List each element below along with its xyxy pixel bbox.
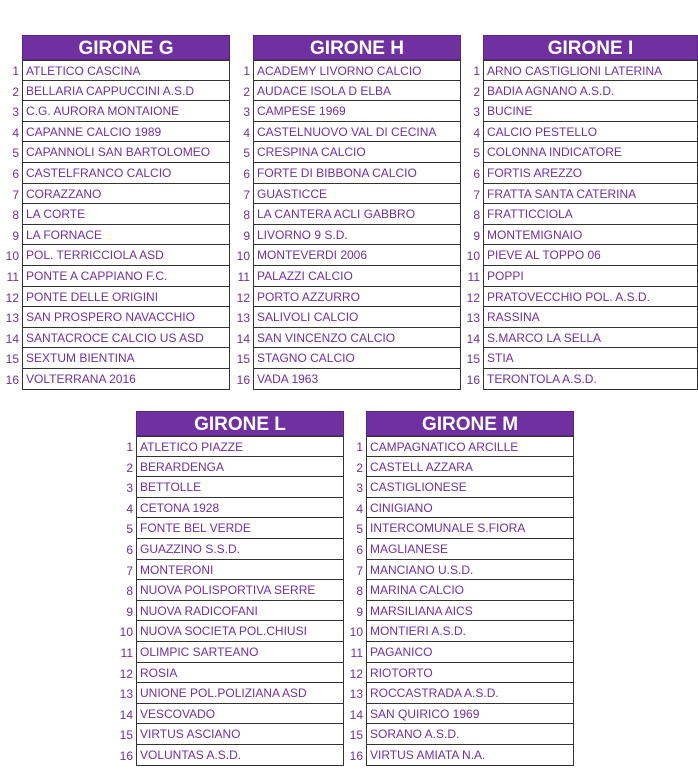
team-row <box>0 184 230 205</box>
team-row <box>0 266 230 287</box>
team-number: 1 <box>473 64 480 78</box>
group-title: GIRONE H <box>253 35 461 60</box>
team-name: STIA <box>483 348 698 369</box>
team-row <box>461 184 698 205</box>
team-name: CINIGIANO <box>366 498 574 519</box>
team-number: 15 <box>466 352 480 367</box>
team-row <box>461 60 698 81</box>
team-row <box>114 642 344 663</box>
team-row <box>344 498 574 519</box>
team-name: STAGNO CALCIO <box>253 348 461 369</box>
team-name: PAGANICO <box>366 642 574 663</box>
team-number: 4 <box>126 501 133 516</box>
team-name: FRATTICCIOLA <box>483 204 698 225</box>
team-number: 3 <box>243 105 250 120</box>
team-name: PIEVE AL TOPPO 06 <box>483 245 698 266</box>
team-name: PONTE DELLE ORIGINI <box>22 287 230 308</box>
team-row <box>0 101 230 122</box>
team-number: 14 <box>5 331 19 346</box>
team-number: 2 <box>12 84 19 99</box>
team-name: SAN VINCENZO CALCIO <box>253 328 461 349</box>
team-row <box>344 621 574 642</box>
team-number: 16 <box>466 372 480 387</box>
team-row <box>0 328 230 349</box>
team-row <box>344 663 574 684</box>
team-row <box>231 328 461 349</box>
team-name: MONTERONI <box>136 560 344 581</box>
team-name: NUOVA POLISPORTIVA SERRE <box>136 580 344 601</box>
team-number: 3 <box>12 105 19 120</box>
team-row <box>114 724 344 745</box>
team-row <box>0 204 230 225</box>
team-number: 12 <box>5 290 19 305</box>
team-name: MANCIANO U.S.D. <box>366 560 574 581</box>
team-row <box>231 60 461 81</box>
team-number: 7 <box>243 187 250 202</box>
team-name: VESCOVADO <box>136 704 344 725</box>
team-name: PALAZZI CALCIO <box>253 266 461 287</box>
team-name: CAMPESE 1969 <box>253 101 461 122</box>
team-number: 2 <box>473 84 480 99</box>
team-number: 6 <box>12 166 19 181</box>
team-row <box>114 457 344 478</box>
team-number: 7 <box>126 563 133 578</box>
team-row <box>231 101 461 122</box>
team-row <box>0 287 230 308</box>
team-name: PRATOVECCHIO POL. A.S.D. <box>483 287 698 308</box>
team-row <box>0 369 230 390</box>
team-list <box>114 436 344 766</box>
team-name: UNIONE POL.POLIZIANA ASD <box>136 683 344 704</box>
team-name: SAN QUIRICO 1969 <box>366 704 574 725</box>
team-number: 6 <box>243 166 250 181</box>
team-row <box>114 560 344 581</box>
team-name: VADA 1963 <box>253 369 461 390</box>
team-number: 9 <box>473 228 480 243</box>
team-number: 14 <box>236 331 250 346</box>
team-number: 12 <box>466 290 480 305</box>
team-row <box>114 621 344 642</box>
team-row <box>231 142 461 163</box>
team-number: 16 <box>5 372 19 387</box>
team-number: 1 <box>356 440 363 454</box>
team-name: MONTEVERDI 2006 <box>253 245 461 266</box>
team-name: ROCCASTRADA A.S.D. <box>366 683 574 704</box>
team-name: TERONTOLA A.S.D. <box>483 369 698 390</box>
team-row <box>344 704 574 725</box>
team-name: MARSILIANA AICS <box>366 601 574 622</box>
team-number: 8 <box>12 208 19 223</box>
group-title: GIRONE G <box>22 35 230 60</box>
team-name: CETONA 1928 <box>136 498 344 519</box>
team-row <box>344 560 574 581</box>
team-name: NUOVA SOCIETA POL.CHIUSI <box>136 621 344 642</box>
team-row <box>461 287 698 308</box>
team-name: SEXTUM BIENTINA <box>22 348 230 369</box>
team-list <box>344 436 574 766</box>
group-girone-m <box>344 411 574 766</box>
team-row <box>231 348 461 369</box>
team-row <box>344 518 574 539</box>
team-name: BERARDENGA <box>136 457 344 478</box>
team-name: CAPANNE CALCIO 1989 <box>22 122 230 143</box>
team-row <box>0 307 230 328</box>
team-number: 5 <box>126 522 133 537</box>
team-row <box>461 81 698 102</box>
team-name: LIVORNO 9 S.D. <box>253 225 461 246</box>
team-name: CASTELNUOVO VAL DI CECINA <box>253 122 461 143</box>
team-number: 14 <box>119 707 133 722</box>
team-row <box>231 245 461 266</box>
team-row <box>0 225 230 246</box>
team-row <box>231 163 461 184</box>
team-row <box>0 60 230 81</box>
team-number: 5 <box>473 146 480 161</box>
team-number: 11 <box>237 269 250 284</box>
group-girone-l <box>114 411 344 766</box>
team-name: BADIA AGNANO A.S.D. <box>483 81 698 102</box>
team-number: 7 <box>12 187 19 202</box>
team-name: RIOTORTO <box>366 663 574 684</box>
team-row <box>114 683 344 704</box>
team-number: 9 <box>356 604 363 619</box>
team-row <box>0 81 230 102</box>
team-number: 15 <box>349 728 363 743</box>
team-row <box>231 204 461 225</box>
team-name: CASTELL AZZARA <box>366 457 574 478</box>
team-number: 10 <box>466 249 480 264</box>
team-name: LA CORTE <box>22 204 230 225</box>
team-name: SALIVOLI CALCIO <box>253 307 461 328</box>
team-name: ARNO CASTIGLIONI LATERINA <box>483 60 698 81</box>
team-list <box>0 60 230 390</box>
team-name: CORAZZANO <box>22 184 230 205</box>
team-number: 4 <box>473 125 480 140</box>
team-number: 10 <box>119 625 133 640</box>
team-row <box>461 142 698 163</box>
team-name: S.MARCO LA SELLA <box>483 328 698 349</box>
team-row <box>114 745 344 766</box>
team-name: BELLARIA CAPPUCCINI A.S.D <box>22 81 230 102</box>
team-number: 13 <box>119 687 133 702</box>
team-row <box>344 477 574 498</box>
team-number: 2 <box>243 84 250 99</box>
team-name: CASTELFRANCO CALCIO <box>22 163 230 184</box>
team-number: 9 <box>12 228 19 243</box>
team-name: CAPANNOLI SAN BARTOLOMEO <box>22 142 230 163</box>
team-row <box>114 498 344 519</box>
team-list <box>461 60 698 390</box>
team-number: 5 <box>243 146 250 161</box>
team-number: 3 <box>126 481 133 496</box>
team-row <box>461 163 698 184</box>
team-name: CRESPINA CALCIO <box>253 142 461 163</box>
team-name: LA FORNACE <box>22 225 230 246</box>
team-row <box>461 204 698 225</box>
team-name: VOLTERRANA 2016 <box>22 369 230 390</box>
team-name: ATLETICO CASCINA <box>22 60 230 81</box>
team-row <box>344 601 574 622</box>
team-name: INTERCOMUNALE S.FIORA <box>366 518 574 539</box>
team-name: VOLUNTAS A.S.D. <box>136 745 344 766</box>
team-list <box>231 60 461 390</box>
team-number: 8 <box>473 208 480 223</box>
team-row <box>461 307 698 328</box>
team-row <box>0 245 230 266</box>
team-name: FRATTA SANTA CATERINA <box>483 184 698 205</box>
team-number: 1 <box>12 64 19 78</box>
team-row <box>114 580 344 601</box>
team-number: 10 <box>349 625 363 640</box>
team-name: POPPI <box>483 266 698 287</box>
team-name: AUDACE ISOLA D ELBA <box>253 81 461 102</box>
group-title: GIRONE I <box>483 35 698 60</box>
team-row <box>114 436 344 457</box>
team-name: VIRTUS ASCIANO <box>136 724 344 745</box>
team-number: 13 <box>349 687 363 702</box>
team-number: 13 <box>466 311 480 326</box>
team-name: FORTIS AREZZO <box>483 163 698 184</box>
team-name: LA CANTERA ACLI GABBRO <box>253 204 461 225</box>
team-row <box>344 580 574 601</box>
team-number: 12 <box>349 666 363 681</box>
team-number: 15 <box>119 728 133 743</box>
team-row <box>231 184 461 205</box>
team-name: MONTIERI A.S.D. <box>366 621 574 642</box>
team-number: 13 <box>236 311 250 326</box>
team-number: 11 <box>467 269 480 284</box>
team-number: 7 <box>356 563 363 578</box>
team-number: 9 <box>126 604 133 619</box>
team-number: 2 <box>356 460 363 475</box>
team-number: 10 <box>5 249 19 264</box>
team-number: 1 <box>126 440 133 454</box>
team-row <box>231 369 461 390</box>
team-row <box>344 724 574 745</box>
team-number: 16 <box>349 748 363 763</box>
team-name: FONTE BEL VERDE <box>136 518 344 539</box>
team-number: 10 <box>236 249 250 264</box>
team-row <box>344 683 574 704</box>
team-row <box>344 642 574 663</box>
team-row <box>461 328 698 349</box>
team-row <box>231 307 461 328</box>
team-number: 9 <box>243 228 250 243</box>
team-name: SAN PROSPERO NAVACCHIO <box>22 307 230 328</box>
team-row <box>0 163 230 184</box>
team-row <box>0 348 230 369</box>
team-row <box>344 539 574 560</box>
team-row <box>0 122 230 143</box>
team-row <box>231 225 461 246</box>
team-number: 8 <box>243 208 250 223</box>
team-number: 7 <box>473 187 480 202</box>
team-row <box>114 477 344 498</box>
team-number: 15 <box>236 352 250 367</box>
team-number: 2 <box>126 460 133 475</box>
team-name: ROSIA <box>136 663 344 684</box>
team-name: CAMPAGNATICO ARCILLE <box>366 436 574 457</box>
team-number: 11 <box>350 645 363 660</box>
team-number: 4 <box>356 501 363 516</box>
team-row <box>461 369 698 390</box>
team-name: PONTE A CAPPIANO F.C. <box>22 266 230 287</box>
team-name: VIRTUS AMIATA N.A. <box>366 745 574 766</box>
team-number: 5 <box>356 522 363 537</box>
team-name: BETTOLLE <box>136 477 344 498</box>
team-name: MAGLIANESE <box>366 539 574 560</box>
team-row <box>114 663 344 684</box>
team-number: 16 <box>236 372 250 387</box>
team-number: 15 <box>5 352 19 367</box>
team-name: CASTIGLIONESE <box>366 477 574 498</box>
team-number: 3 <box>356 481 363 496</box>
team-name: SORANO A.S.D. <box>366 724 574 745</box>
group-girone-g <box>0 35 230 390</box>
team-row <box>461 245 698 266</box>
team-row <box>231 287 461 308</box>
team-number: 6 <box>473 166 480 181</box>
team-row <box>461 266 698 287</box>
team-name: ACADEMY LIVORNO CALCIO <box>253 60 461 81</box>
team-number: 5 <box>12 146 19 161</box>
team-row <box>114 704 344 725</box>
team-row <box>344 436 574 457</box>
team-number: 4 <box>243 125 250 140</box>
group-title: GIRONE M <box>366 411 574 436</box>
team-name: PORTO AZZURRO <box>253 287 461 308</box>
team-name: MONTEMIGNAIO <box>483 225 698 246</box>
team-row <box>344 745 574 766</box>
team-name: C.G. AURORA MONTAIONE <box>22 101 230 122</box>
team-name: GUASTICCE <box>253 184 461 205</box>
team-row <box>461 348 698 369</box>
team-name: OLIMPIC SARTEANO <box>136 642 344 663</box>
team-name: FORTE DI BIBBONA CALCIO <box>253 163 461 184</box>
team-number: 14 <box>466 331 480 346</box>
team-name: RASSINA <box>483 307 698 328</box>
team-row <box>231 122 461 143</box>
team-row <box>231 81 461 102</box>
team-name: BUCINE <box>483 101 698 122</box>
team-number: 3 <box>473 105 480 120</box>
group-title: GIRONE L <box>136 411 344 436</box>
team-name: COLONNA INDICATORE <box>483 142 698 163</box>
team-name: CALCIO PESTELLO <box>483 122 698 143</box>
team-name: NUOVA RADICOFANI <box>136 601 344 622</box>
team-number: 12 <box>236 290 250 305</box>
team-number: 11 <box>120 645 133 660</box>
team-name: GUAZZINO S.S.D. <box>136 539 344 560</box>
group-girone-h <box>231 35 461 390</box>
team-name: SANTACROCE CALCIO US ASD <box>22 328 230 349</box>
team-row <box>114 539 344 560</box>
team-row <box>114 518 344 539</box>
team-name: MARINA CALCIO <box>366 580 574 601</box>
team-number: 6 <box>356 542 363 557</box>
team-number: 12 <box>119 666 133 681</box>
team-number: 8 <box>126 584 133 599</box>
team-name: ATLETICO PIAZZE <box>136 436 344 457</box>
team-row <box>461 101 698 122</box>
group-girone-i <box>461 35 698 390</box>
team-name: POL. TERRICCIOLA ASD <box>22 245 230 266</box>
team-row <box>0 142 230 163</box>
team-number: 16 <box>119 748 133 763</box>
team-row <box>461 122 698 143</box>
team-number: 1 <box>243 64 250 78</box>
team-number: 13 <box>5 311 19 326</box>
team-number: 11 <box>6 269 19 284</box>
team-row <box>461 225 698 246</box>
team-number: 14 <box>349 707 363 722</box>
team-number: 6 <box>126 542 133 557</box>
team-number: 8 <box>356 584 363 599</box>
team-number: 4 <box>12 125 19 140</box>
team-row <box>231 266 461 287</box>
team-row <box>344 457 574 478</box>
team-row <box>114 601 344 622</box>
